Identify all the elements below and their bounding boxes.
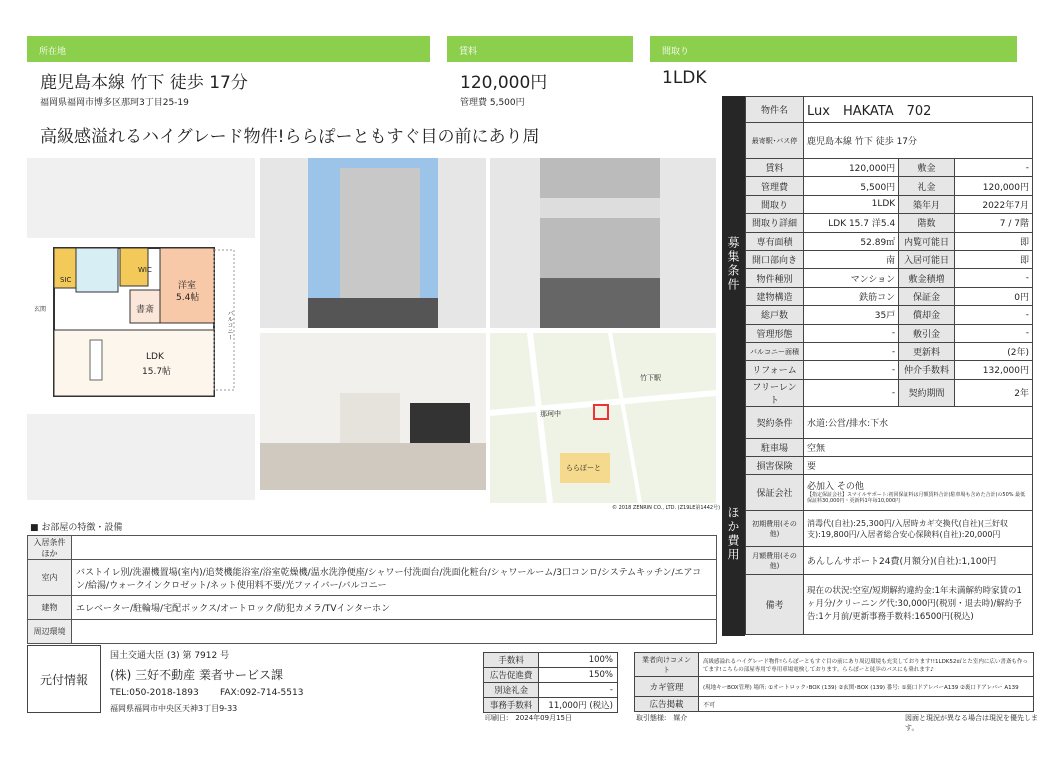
condition-value: 35戸	[804, 306, 899, 324]
room-size: 5.4帖	[176, 293, 200, 303]
condition-label: 物件種別	[746, 269, 804, 287]
contract-label: 契約条件	[746, 406, 804, 438]
condition-label: 開口部向き	[746, 250, 804, 268]
guarantee-value: 必加入 その他	[807, 481, 864, 492]
initial-label: 初期費用(その他)	[746, 511, 804, 547]
condition-label: 賃料	[746, 159, 804, 177]
condition-label: 仲介手数料	[899, 361, 955, 379]
fax: FAX:092-714-5513	[220, 688, 304, 698]
condition-label: 専有面積	[746, 232, 804, 250]
feature-value: バストイレ別/洗濯機置場(室内)/追焚機能浴室/浴室乾燥機/温水洗浄便座/シャワー付洗面台/洗面化粧台/シャワールーム/3口コンロ/システムキッチン/エアコン/給湯/ウォークインクロゼット/ネット使用料不要/光ファイバー/バルコニー	[72, 560, 717, 596]
bike-parking-photo	[490, 158, 716, 328]
features-title: ■ お部屋の特徴・設備	[30, 523, 123, 533]
condition-label: 間取り詳細	[746, 214, 804, 232]
monthly-label: 月額費用(その他)	[746, 547, 804, 575]
condition-value: 即	[954, 232, 1032, 250]
insurance-value: 要	[804, 457, 1033, 475]
fee-label: 事務手数料	[484, 698, 539, 713]
fee-label: 別途礼金	[484, 683, 539, 698]
condition-value: -	[804, 324, 899, 342]
hoka-label: ほか費用	[722, 432, 745, 636]
condition-value: -	[804, 379, 899, 406]
trade-type: 取引態様: 媒介	[636, 714, 688, 722]
condition-value: -	[804, 361, 899, 379]
remarks-value: 現在の状況:空室/短期解約違約金:1年未満解約時家賃の1ヶ月分/クリーニング代:30,000円(税別・退去時)/解約予告:1ケ月前/更新事務手数料:16500円(税込)	[804, 575, 1033, 635]
condition-label: 管理費	[746, 177, 804, 195]
print-date: 印刷日: 2024年09月15日	[485, 714, 572, 722]
mgmt-fee: 管理費 5,500円	[460, 98, 525, 108]
ad-value: 不可	[699, 697, 1034, 712]
condition-label: 償却金	[899, 306, 955, 324]
parking-value: 空無	[804, 438, 1033, 456]
condition-label: 内覧可能日	[899, 232, 955, 250]
condition-label: 保証金	[899, 287, 955, 305]
contract-value: 水道:公営/排水:下水	[804, 406, 1033, 438]
comment: 高級感溢れるハイグレード物件!ららぽーともすぐ目の前にあり周辺環境も充実しております!!1LDK52㎡とた室内に広い書斎も作ってます!こちらの部屋専用で専用車場電検しております。ららぽーと徒歩のバスにも乗れます♪	[699, 653, 1034, 677]
rent-header: 賃料	[447, 36, 633, 62]
condition-value: (2年)	[954, 342, 1032, 360]
guarantee-note: 【指定保証会社】スマイルサポート:初回保証料は月額賃料合計(駐車場も含めた合計)の50% 最低保証料30,000円・更新料1年毎10,000円	[807, 491, 1026, 504]
feature-value	[72, 620, 717, 644]
station-value: 鹿児島本線 竹下 徒歩 17分	[804, 123, 1033, 159]
exterior-photo	[260, 158, 486, 328]
ad-label: 広告掲載	[635, 697, 699, 712]
ldk-size: 15.7帖	[142, 367, 172, 377]
boshu-label: 募集条件	[722, 96, 745, 432]
condition-label: バルコニー面積	[746, 342, 804, 360]
condition-value: 0円	[954, 287, 1032, 305]
condition-value: 120,000円	[804, 159, 899, 177]
access-text: 鹿児島本線 竹下 徒歩 17分	[40, 73, 248, 93]
condition-value: 南	[804, 250, 899, 268]
wic-label: WIC	[138, 266, 152, 274]
map-label: 那珂中	[540, 410, 561, 418]
insurance-label: 損害保険	[746, 457, 804, 475]
condition-value: -	[954, 324, 1032, 342]
location-header: 所在地	[27, 36, 430, 62]
blank-panel	[27, 414, 255, 500]
address-text: 福岡県福岡市博多区那珂3丁目25-19	[40, 98, 189, 108]
feature-label: 建物	[28, 596, 72, 620]
fee-value: -	[539, 683, 618, 698]
sic-label: SIC	[60, 276, 72, 284]
condition-label: 建物構造	[746, 287, 804, 305]
condition-value: 2022年7月	[954, 195, 1032, 213]
key-label: カギ管理	[635, 677, 699, 697]
condition-label: 契約期間	[899, 379, 955, 406]
condition-value: 鉄筋コン	[804, 287, 899, 305]
condition-label: リフォーム	[746, 361, 804, 379]
fee-label: 手数料	[484, 653, 539, 668]
condition-value: 7 / 7階	[954, 214, 1032, 232]
layout-header: 間取り	[650, 36, 1017, 62]
station-label: 最寄駅･バス停	[746, 123, 804, 159]
fee-label: 広告促進費	[484, 668, 539, 683]
floor-plan	[30, 240, 250, 405]
footer-label: 元付情報	[27, 645, 101, 713]
condition-label: 階数	[899, 214, 955, 232]
name-label: 物件名	[746, 97, 804, 123]
condition-value: 2年	[954, 379, 1032, 406]
entrance-label: 玄関	[34, 306, 47, 313]
company-address: 福岡県福岡市中央区天神3丁目9-33	[110, 704, 238, 713]
condition-value: -	[954, 159, 1032, 177]
guarantee-label: 保証会社	[746, 475, 804, 511]
study-label: 書斎	[136, 305, 155, 315]
condition-label: 敷引金	[899, 324, 955, 342]
map-credit: © 2018 ZENRIN CO., LTD. (Z19LE第1442号)	[612, 505, 721, 511]
condition-label: 礼金	[899, 177, 955, 195]
fee-value: 100%	[539, 653, 618, 668]
initial-value: 消毒代(自社):25,300円/入居時カギ交換代(自社)(三好収支):19,800円/入居者総合安心保険料(自社):20,000円	[804, 511, 1033, 547]
fee-value: 11,000円 (税込)	[539, 698, 618, 713]
interior-photo	[260, 333, 486, 490]
condition-label: 敷金	[899, 159, 955, 177]
parking-label: 駐車場	[746, 438, 804, 456]
map-label: ららぽーと	[566, 464, 601, 472]
license: 国土交通大臣 (3) 第 7912 号	[110, 651, 230, 661]
ldk-label: LDK	[146, 352, 164, 362]
feature-value: エレベーター/駐輪場/宅配ボックス/オートロック/防犯カメラ/TVインターホン	[72, 596, 717, 620]
feature-label: 室内	[28, 560, 72, 596]
condition-value: 即	[954, 250, 1032, 268]
room-label: 洋室	[178, 281, 197, 291]
key-info: (現地キーBOX管理) 場所: ①オートロック･BOX (139) ②玄関･BOX (139) 番号: ①裏口ドアレバーA139 ②裏口ドアレバー A139	[699, 677, 1034, 697]
fee-value: 150%	[539, 668, 618, 683]
feature-value	[72, 536, 717, 560]
condition-value: 120,000円	[954, 177, 1032, 195]
condition-value: 5,500円	[804, 177, 899, 195]
condition-value: -	[804, 342, 899, 360]
area-map	[490, 333, 716, 503]
condition-value: LDK 15.7 洋5.4	[804, 214, 899, 232]
condition-value: -	[954, 269, 1032, 287]
map-label: 竹下駅	[640, 374, 661, 382]
balcony-label: バルコニー	[226, 310, 233, 340]
condition-value: -	[954, 306, 1032, 324]
remarks-label: 備考	[746, 575, 804, 635]
condition-label: 管理形態	[746, 324, 804, 342]
property-name: Lux HAKATA 702	[804, 97, 1033, 123]
condition-label: 間取り	[746, 195, 804, 213]
comment-label: 業者向けコメント	[635, 653, 699, 677]
condition-value: 52.89㎡	[804, 232, 899, 250]
layout-value: 1LDK	[662, 68, 707, 88]
condition-label: フリーレント	[746, 379, 804, 406]
monthly-value: あんしんサポート24費(月額分)(自社):1,100円	[804, 547, 1033, 575]
condition-label: 築年月	[899, 195, 955, 213]
company: (株) 三好不動産 業者サービス課	[110, 668, 283, 682]
feature-label: 入居条件ほか	[28, 536, 72, 560]
condition-label: 更新料	[899, 342, 955, 360]
tel: TEL:050-2018-1893	[110, 688, 199, 698]
condition-value: 132,000円	[954, 361, 1032, 379]
catch-copy: 高級感溢れるハイグレード物件!ららぽーともすぐ目の前にあり周	[40, 127, 540, 147]
condition-value: マンション	[804, 269, 899, 287]
feature-label: 周辺環境	[28, 620, 72, 644]
condition-label: 入居可能日	[899, 250, 955, 268]
rent-value: 120,000円	[460, 73, 548, 93]
disclaimer: 図面と現況が異なる場合は現況を優先します。	[905, 714, 1038, 732]
blank-panel	[27, 158, 255, 238]
condition-label: 敷金積増	[899, 269, 955, 287]
condition-label: 総戸数	[746, 306, 804, 324]
condition-value: 1LDK	[804, 195, 899, 213]
